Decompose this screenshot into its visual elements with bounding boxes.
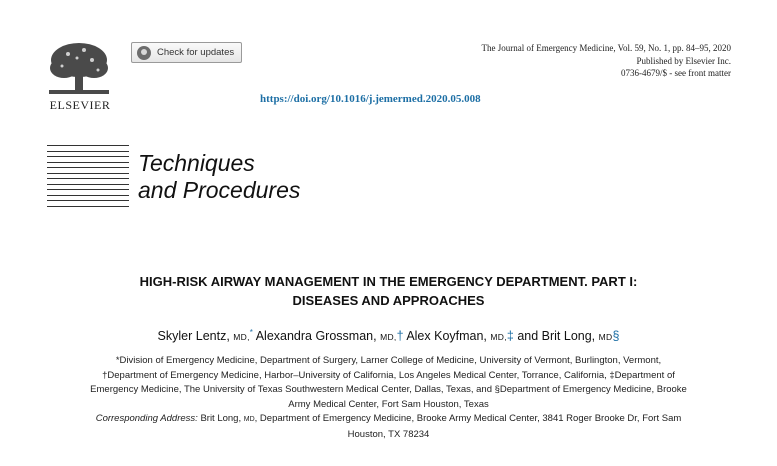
author-list [40, 328, 737, 343]
check-updates-icon [137, 46, 151, 60]
affiliation-line: †Department of Emergency Medicine, Harbor–University of California, Los Angeles Medical Center, Torrance, California, ‡Department of [102, 369, 675, 381]
article-title-line1: HIGH-RISK AIRWAY MANAGEMENT IN THE EMERGENCY DEPARTMENT. PART I: [139, 274, 638, 289]
corresponding-address-line2: Houston, TX 78234 [347, 428, 430, 440]
author-name: Skyler Lentz, [157, 329, 230, 343]
journal-citation: The Journal of Emergency Medicine, Vol. 59, No. 1, pp. 84–95, 2020 [481, 43, 731, 53]
elsevier-tree-logo [44, 40, 114, 106]
journal-citation-block [482, 42, 731, 80]
article-title-line2: DISEASES AND APPROACHES [292, 293, 485, 308]
author-affiliation-mark[interactable]: * [249, 328, 253, 337]
corresponding-address [44, 412, 733, 428]
corresponding-address-text: , Department of Emergency Medicine, Brooke Army Medical Center, 3841 Roger Brooke Dr, Fort Sam [254, 413, 682, 424]
affiliation-line: Emergency Medicine, The University of Texas Southwestern Medical Center, Dallas, Texas, and §Department of Emergency Medicine, Brooke [90, 384, 687, 395]
author-name: Alex Koyfman, [406, 329, 487, 343]
corresponding-address-label: Corresponding Address: [95, 413, 198, 424]
author-conjunction: and [517, 329, 539, 343]
doi-link[interactable]: https://doi.org/10.1016/j.jemermed.2020.05.008 [260, 93, 481, 105]
author-affiliation-mark[interactable]: † [396, 329, 404, 343]
affiliation-line: Army Medical Center, Fort Sam Houston, Texas [288, 398, 489, 410]
corresponding-author-name: Brit Long, [200, 413, 242, 424]
author-degree: MD, [380, 332, 397, 342]
section-heading [138, 150, 300, 204]
author-affiliation-mark[interactable]: ‡ [506, 329, 514, 343]
author-affiliation-mark[interactable]: § [612, 329, 620, 343]
article-title [40, 272, 737, 310]
author-name: Brit Long, [541, 329, 596, 343]
journal-publisher-line: Published by Elsevier Inc. [636, 55, 731, 66]
section-heading-line2: and Procedures [138, 177, 301, 203]
author-degree: MD [598, 332, 613, 342]
author-degree: MD, [490, 332, 507, 342]
journal-issn-line: 0736-4679/$ - see front matter [621, 68, 731, 78]
author-degree: MD, [233, 332, 250, 342]
author-name: Alexandra Grossman, [255, 329, 377, 343]
section-heading-line1: Techniques [138, 150, 255, 176]
affiliations-block [44, 354, 733, 442]
section-decorative-rules [47, 145, 129, 211]
affiliation-line: *Division of Emergency Medicine, Department of Surgery, Larner College of Medicine, University of Vermont, Burlington, Vermont, [115, 355, 662, 366]
publisher-logo-text: ELSEVIER [49, 98, 111, 112]
check-updates-label: Check for updates [157, 47, 235, 58]
check-for-updates-button[interactable] [131, 42, 242, 63]
corresponding-author-degree: MD [243, 416, 255, 423]
